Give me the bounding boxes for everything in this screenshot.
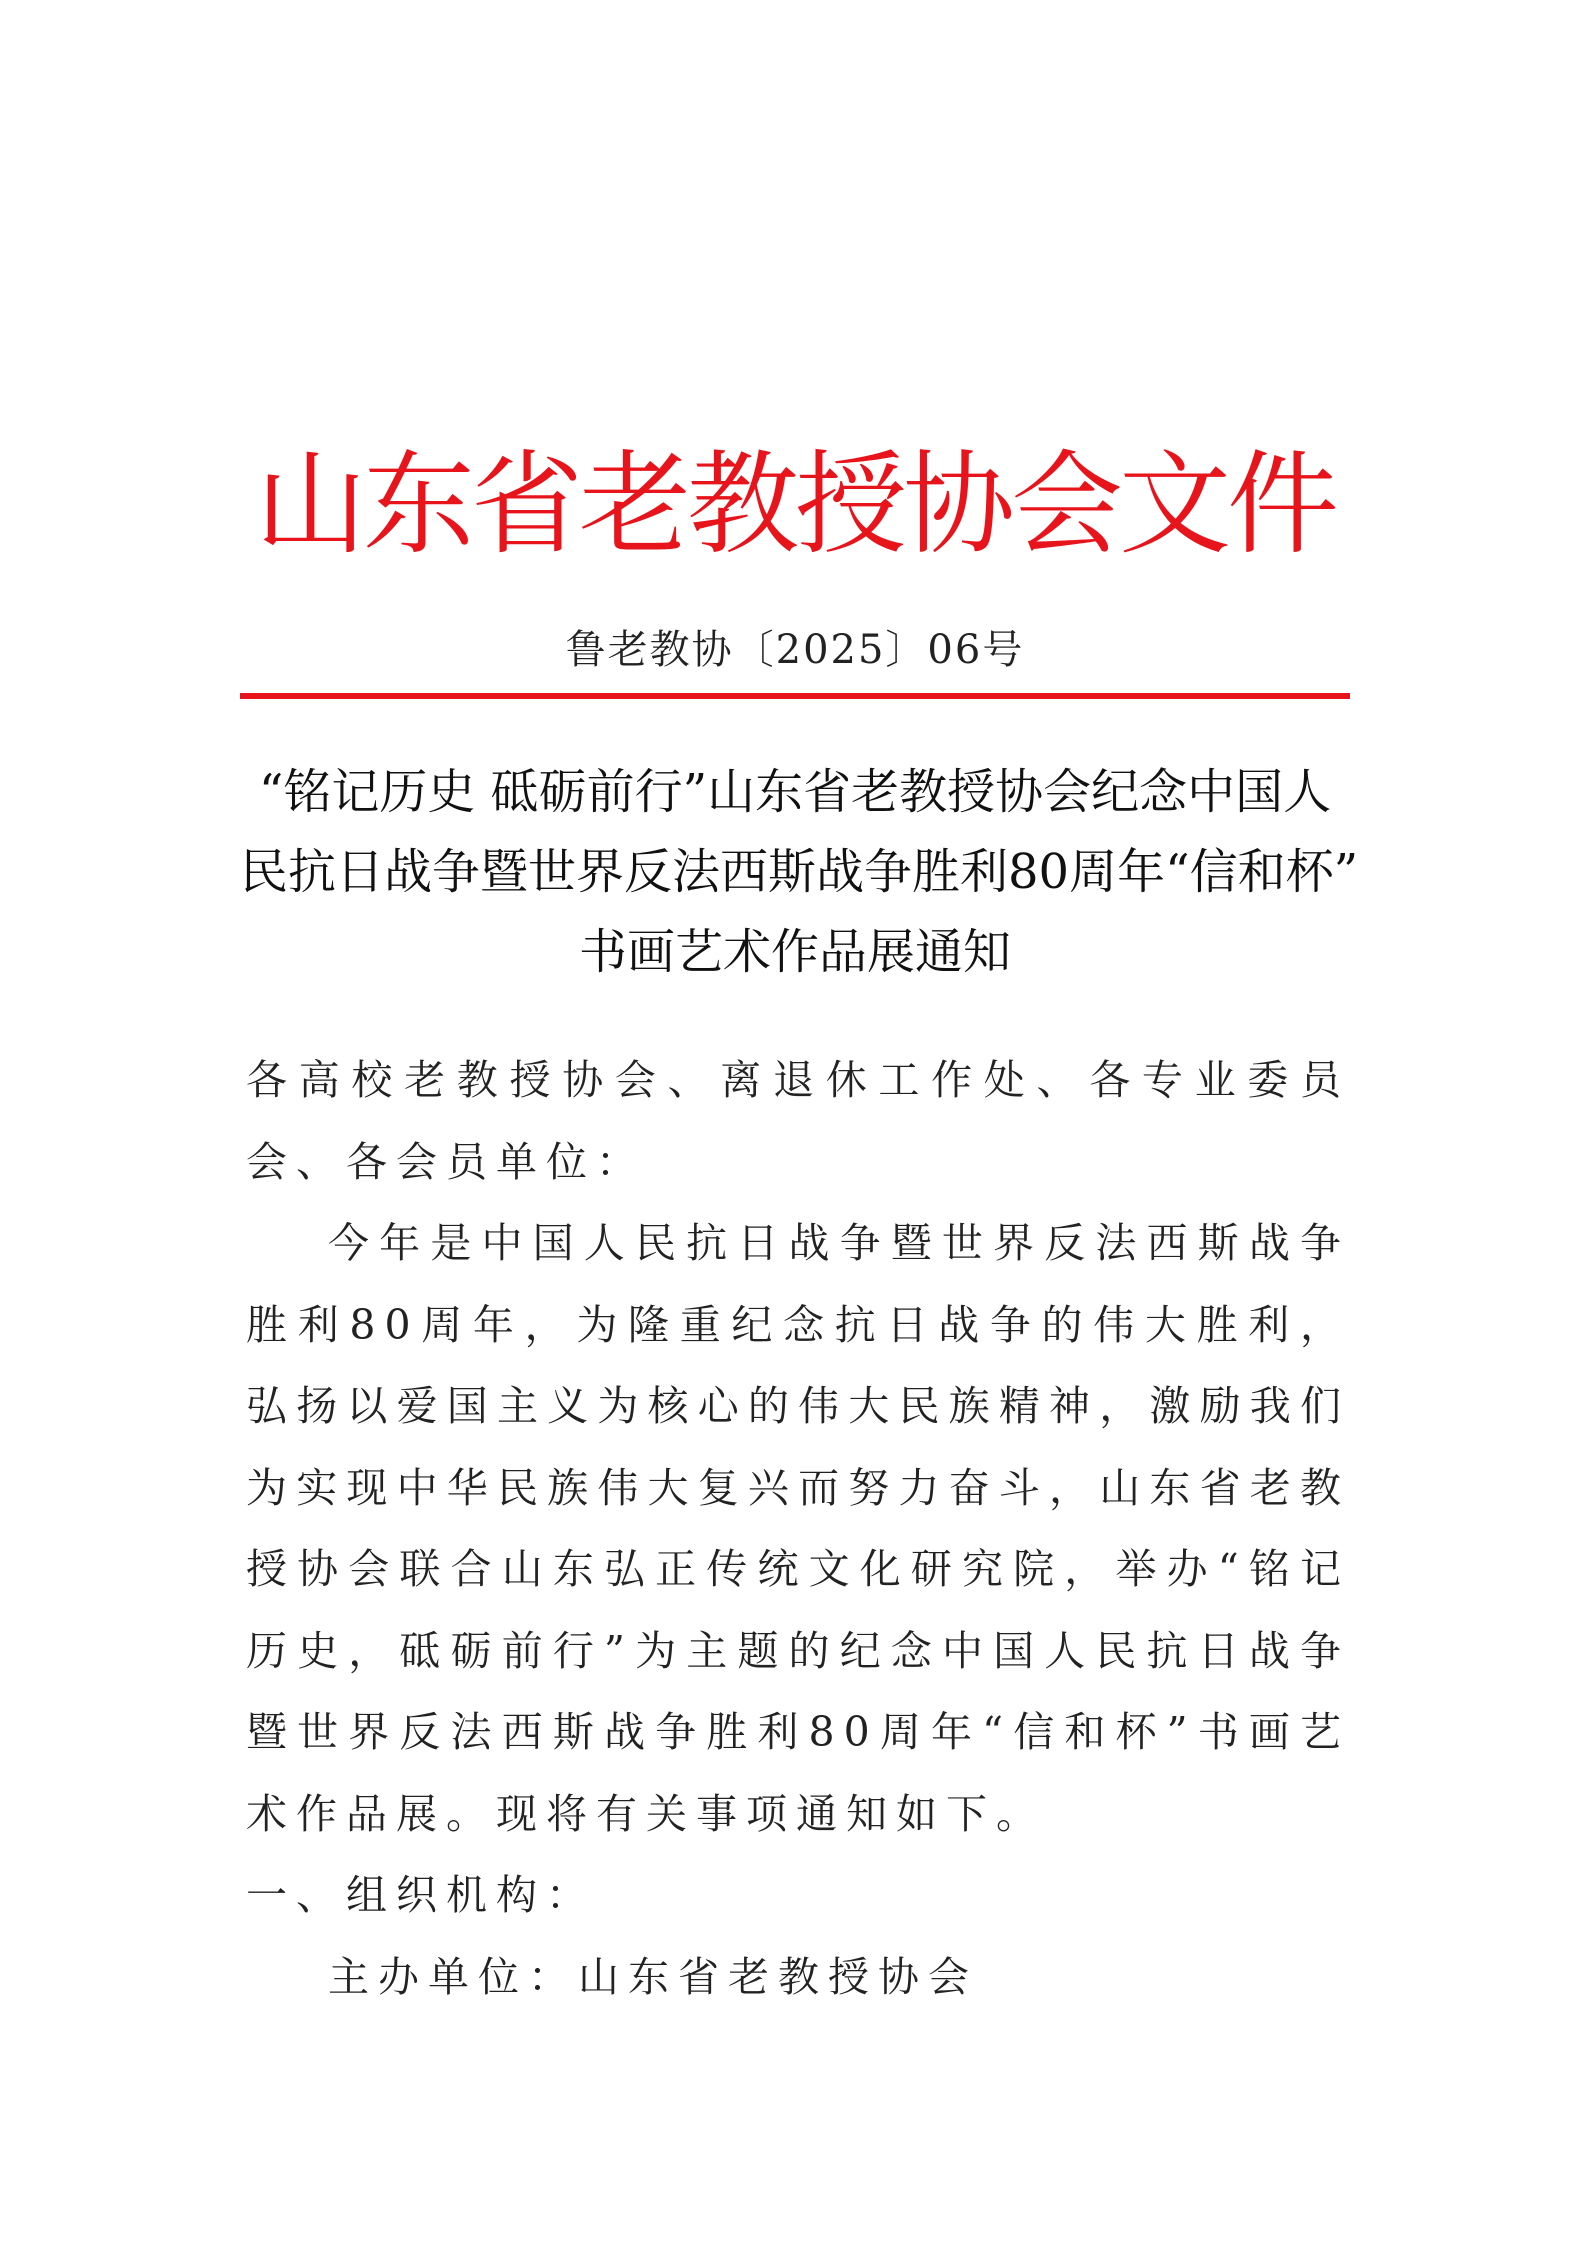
organizer-line: 主办单位：山东省老教授协会 [328,1952,978,2001]
notice-body [246,1040,1350,2018]
notice-title-line: “铭记历史 砥砺前行”山东省老教授协会纪念中国人 [258,764,1332,820]
red-divider-line [240,693,1350,699]
document-number: 鲁老教协〔2025〕06号 [565,627,1025,673]
notice-title-line: 书画艺术作品展通知 [578,924,1011,980]
notice-title [240,752,1359,992]
salutation: 各高校老教授协会、离退休工作处、各专业委员会、各会员单位： [246,1056,1350,1186]
masthead-title: 山东省老教授协会文件 [255,440,1335,570]
section-heading: 一、组织机构： [246,1871,596,1919]
body-paragraph: 今年是中国人民抗日战争暨世界反法西斯战争胜利80周年，为隆重纪念抗日战争的伟大胜利，弘扬以爱国主义为核心的伟大民族精神，激励我们为实现中华民族伟大复兴而努力奋斗，山东省老教授协会联合山东弘正传统文化研究院，举办“铭记历史，砥砺前行”为主题的纪念中国人民抗日战争暨世界反法西斯战争胜利80周年“信和杯”书画艺术作品展。现将有关事项通知如下。 [246,1219,1350,1838]
notice-title-line: 民抗日战争暨世界反法西斯战争胜利80周年“信和杯” [240,844,1359,900]
